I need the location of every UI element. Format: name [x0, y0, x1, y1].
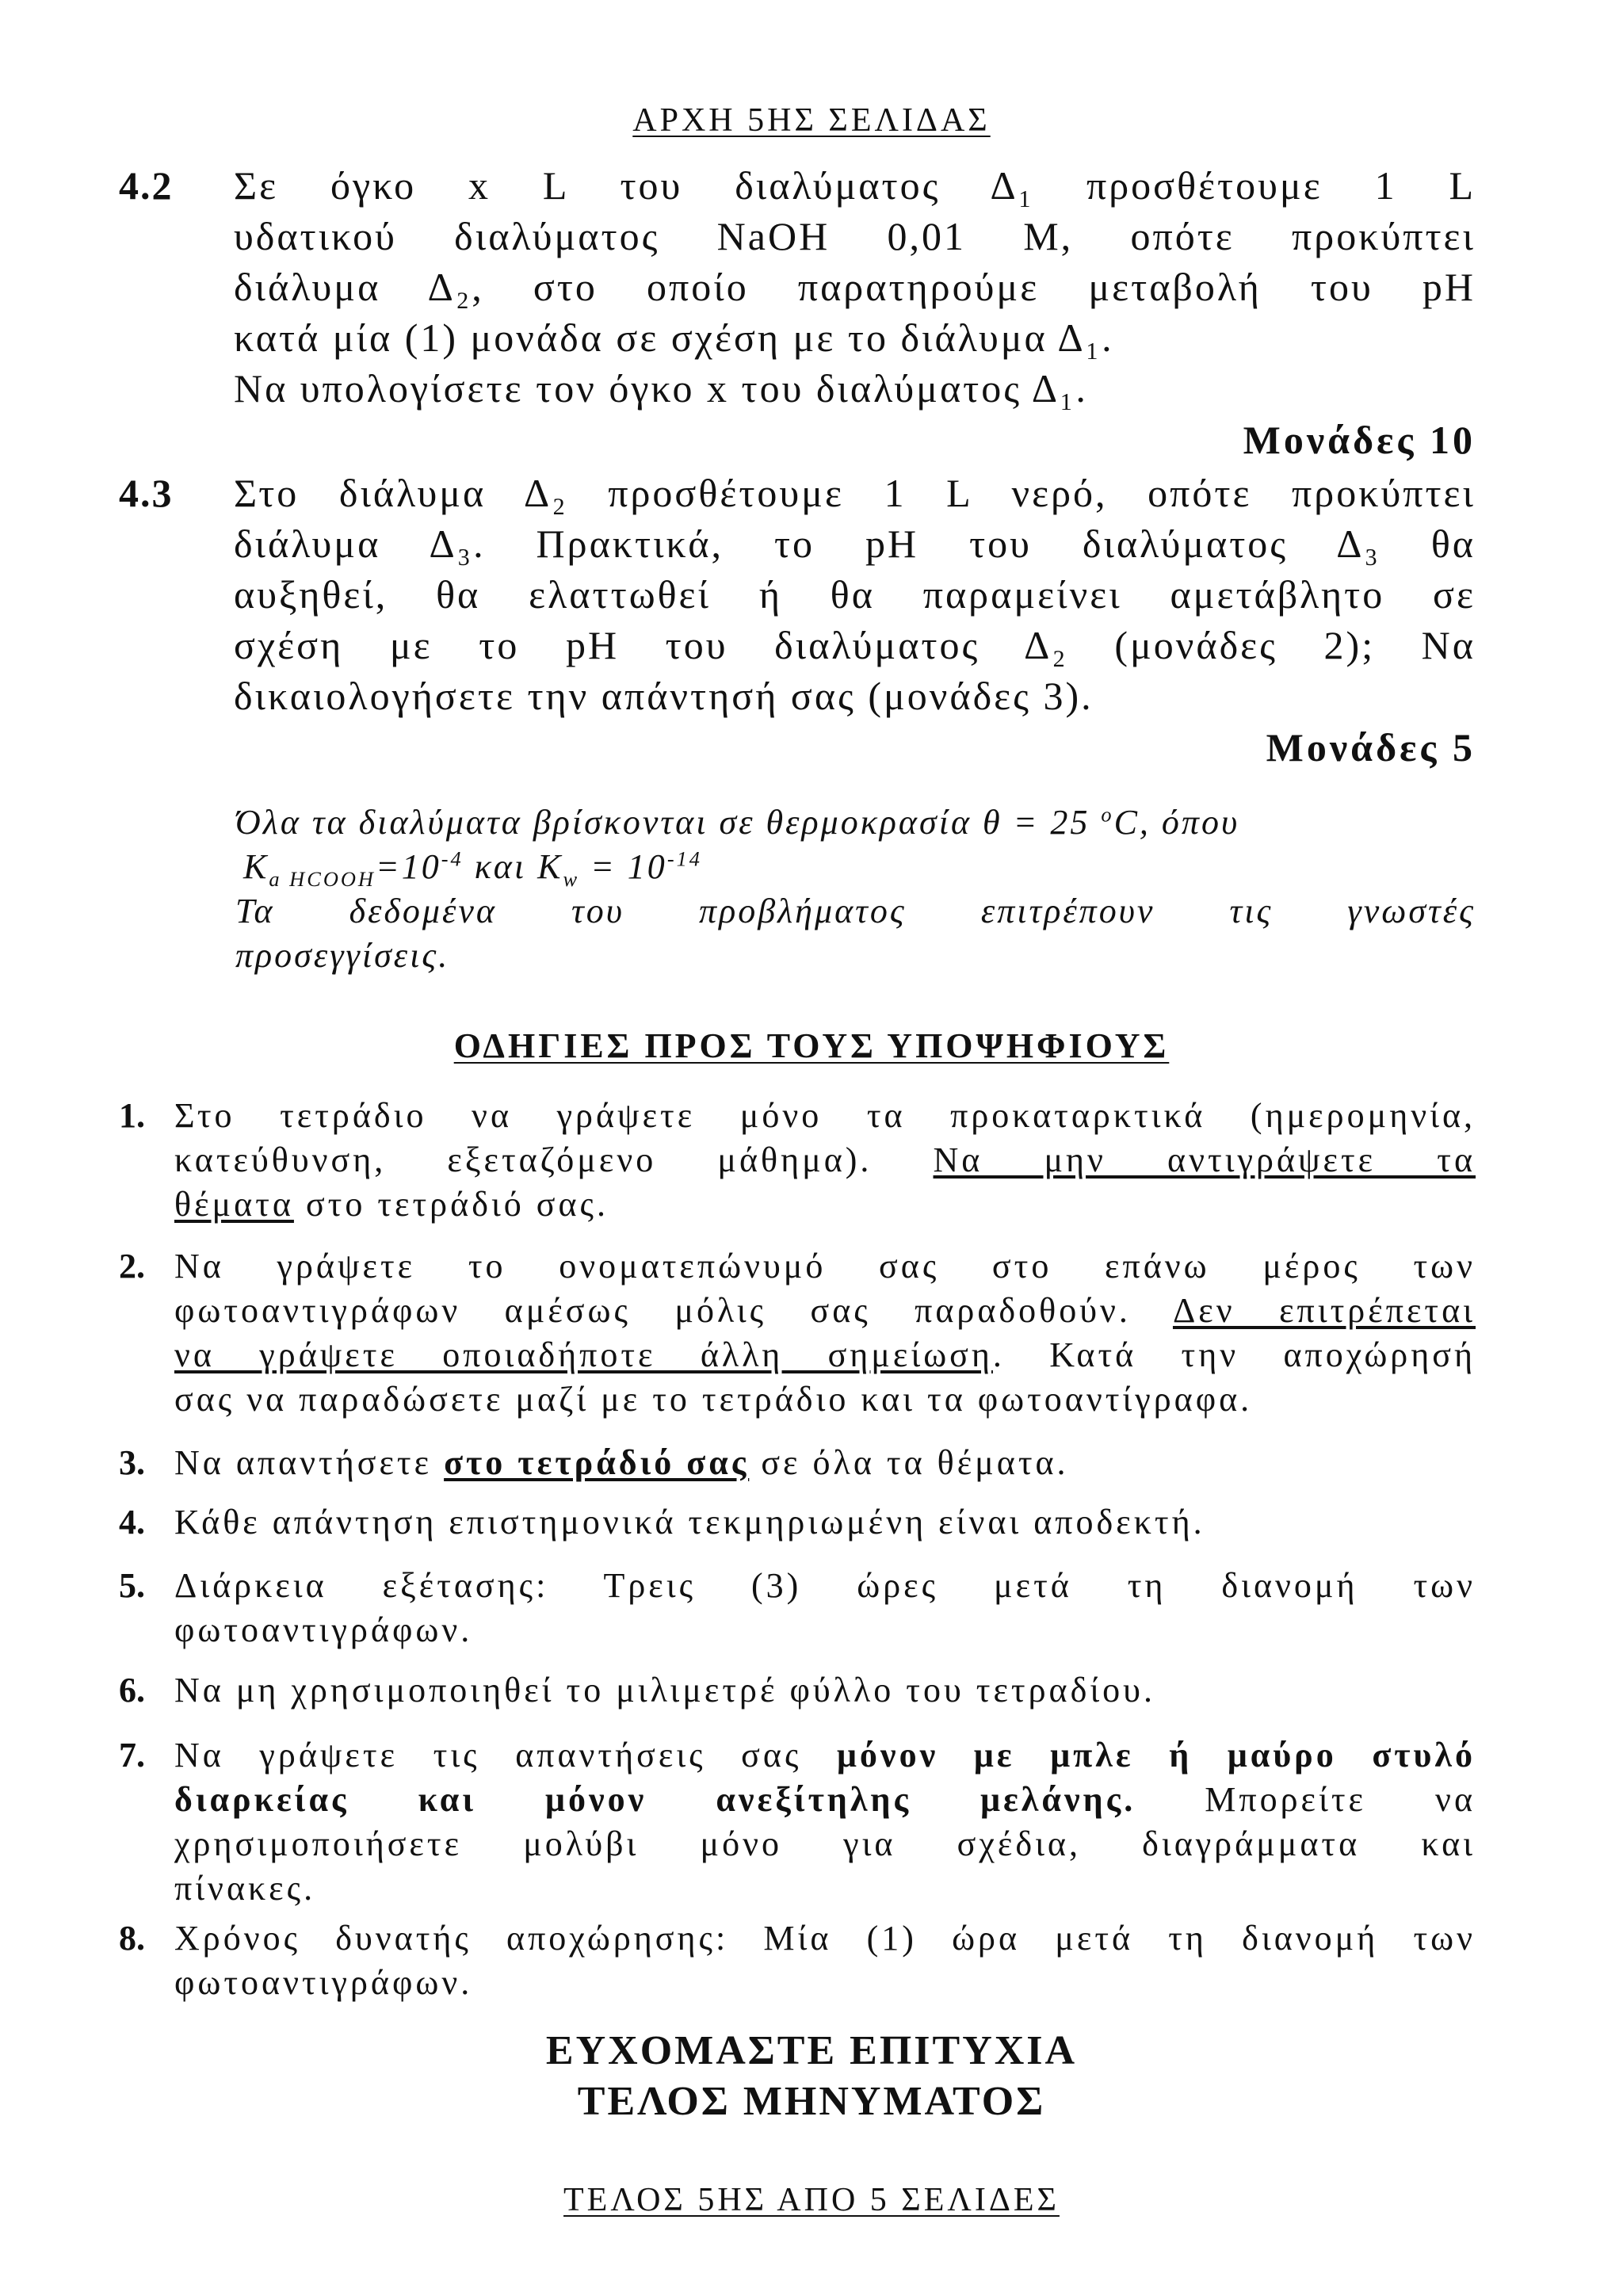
note-line: προσεγγίσεις. [235, 936, 450, 975]
question-text [234, 160, 1476, 414]
instruction-line [174, 1778, 1476, 1822]
instruction-line: πίνακες. [174, 1869, 316, 1908]
instruction-line: Κάθε απάντηση επιστημονικά τεκμηριωμένη είναι αποδεκτή. [174, 1503, 1205, 1541]
instruction-segment: κατεύθυνση, εξεταζόμενο μάθημα). [174, 1140, 934, 1179]
ka-value: =10 [376, 847, 441, 886]
question-line: Στο διάλυμα Δ₂ προσθέτουμε 1 L νερό, οπότε προκύπτει [234, 471, 1476, 515]
instruction-line [174, 1733, 1476, 1778]
conditions-note [235, 800, 1476, 978]
instruction-number: 7. [119, 1736, 145, 1775]
ka-exponent: -4 [441, 846, 464, 871]
question-line: διάλυμα Δ₃. Πρακτικά, το pH του διαλύματος Δ₃ θα [234, 521, 1476, 566]
instruction-line: Να μη χρησιμοποιηθεί το μιλιμετρέ φύλλο του τετραδίου. [174, 1671, 1155, 1710]
instruction-bold-underlined: στο τετράδιό σας [444, 1443, 750, 1482]
page-header: ΑΡΧΗ 5ΗΣ ΣΕΛΙΔΑΣ [632, 102, 991, 139]
kw-subscript: w [563, 866, 580, 891]
instruction-text [174, 1564, 1476, 1652]
instruction-number: 2. [119, 1247, 145, 1286]
instruction-number: 5. [119, 1566, 145, 1605]
instruction-number: 8. [119, 1919, 145, 1958]
instruction-line: Χρόνος δυνατής αποχώρησης: Μία (1) ώρα μετά τη διανομή των [174, 1919, 1476, 1958]
instruction-item [119, 1564, 1476, 1652]
instruction-segment: Να απαντήσετε [174, 1443, 445, 1482]
question-line: κατά μία (1) μονάδα σε σχέση με το διάλυμα Δ₁. [234, 315, 1114, 360]
instruction-underlined: να γράψετε οποιαδήποτε άλλη σημείωση [174, 1335, 993, 1374]
instruction-text [174, 1094, 1476, 1227]
question-text [234, 468, 1476, 721]
note-text: και [463, 847, 538, 886]
question-line: σχέση με το pH του διαλύματος Δ₂ (μονάδες 2); Να [234, 623, 1476, 667]
instruction-segment: Μπορείτε να [1136, 1780, 1476, 1819]
instruction-item [119, 1244, 1476, 1422]
instruction-text [174, 1668, 1476, 1713]
question-line: δικαιολογήσετε την απάντησή σας (μονάδες 3). [234, 674, 1094, 718]
note-line [235, 800, 1476, 845]
instruction-line: Να γράψετε το ονοματεπώνυμό σας στο επάνω μέρος των [174, 1247, 1476, 1286]
instruction-segment: φωτοαντιγράφων αμέσως μόλις σας παραδοθούν. [174, 1291, 1173, 1330]
instruction-number: 4. [119, 1503, 145, 1541]
note-superscript: o [1101, 802, 1114, 827]
instruction-line [174, 1441, 1476, 1485]
instruction-item [119, 1916, 1476, 2005]
note-line: Τα δεδομένα του προβλήματος επιτρέπουν τις γνωστές [235, 892, 1476, 930]
instruction-line [174, 1138, 1476, 1182]
instruction-underlined: Δεν επιτρέπεται [1172, 1291, 1476, 1330]
question-number: 4.2 [119, 163, 174, 208]
instruction-item [119, 1733, 1476, 1911]
instruction-line: Διάρκεια εξέτασης: Τρεις (3) ώρες μετά τη διανομή των [174, 1566, 1476, 1605]
question-line: διάλυμα Δ₂, στο οποίο παρατηρούμε μεταβολή του pH [234, 265, 1476, 309]
instruction-number: 6. [119, 1671, 145, 1710]
instruction-line: φωτοαντιγράφων. [174, 1963, 473, 2002]
kw-value: = 10 [579, 847, 667, 886]
marks-label: Μονάδες 5 [1266, 725, 1476, 770]
instruction-segment: σε όλα τα θέματα. [749, 1443, 1069, 1482]
note-constants-line [235, 845, 1476, 889]
instruction-number: 1. [119, 1096, 145, 1135]
instruction-number: 3. [119, 1443, 145, 1482]
instruction-line [174, 1333, 1476, 1377]
instruction-text [174, 1244, 1476, 1422]
instruction-item [119, 1441, 1476, 1485]
note-text: C, όπου [1113, 803, 1240, 842]
marks-label: Μονάδες 10 [1243, 418, 1476, 462]
question-line: υδατικού διαλύματος NaOH 0,01 M, οπότε προκύπτει [234, 214, 1476, 258]
instruction-item [119, 1668, 1476, 1713]
instruction-text [174, 1500, 1476, 1545]
closing-line: ΤΕΛΟΣ ΜΗΝΥΜΑΤΟΣ [577, 2079, 1046, 2124]
instruction-line [174, 1289, 1476, 1333]
question-line: Να υπολογίσετε τον όγκο x του διαλύματος Δ₁. [234, 366, 1088, 411]
instructions-title: ΟΔΗΓΙΕΣ ΠΡΟΣ ΤΟΥΣ ΥΠΟΨΗΦΙΟΥΣ [453, 1026, 1170, 1065]
closing-line: ΕΥΧΟΜΑΣΤΕ ΕΠΙΤΥΧΙΑ [545, 2028, 1078, 2073]
instruction-underlined: Να μην αντιγράψετε τα [933, 1140, 1476, 1179]
instruction-bold: μόνον με μπλε ή μαύρο στυλό [836, 1736, 1476, 1775]
question-line: Σε όγκο x L του διαλύματος Δ₁ προσθέτουμε 1 L [234, 163, 1476, 208]
question-number: 4.3 [119, 471, 174, 515]
instruction-line: φωτοαντιγράφων. [174, 1610, 473, 1649]
kw-symbol: K [537, 847, 563, 886]
instruction-underlined: θέματα [174, 1185, 294, 1224]
closing-message [0, 2026, 1623, 2127]
ka-subscript: a HCOOH [269, 866, 376, 891]
instruction-text [174, 1441, 1476, 1485]
question-4-3 [119, 468, 1476, 721]
instruction-text [174, 1733, 1476, 1911]
instruction-item [119, 1094, 1476, 1227]
note-text: Όλα τα διαλύματα βρίσκονται σε θερμοκρασία θ = 25 [235, 803, 1090, 842]
instruction-line: σας να παραδώσετε μαζί με το τετράδιο και τα φωτοαντίγραφα. [174, 1380, 1253, 1419]
ka-symbol: K [243, 847, 269, 886]
kw-exponent: -14 [666, 846, 702, 871]
page-footer: ΤΕΛΟΣ 5ΗΣ ΑΠΟ 5 ΣΕΛΙΔΕΣ [563, 2182, 1060, 2218]
instruction-line: Στο τετράδιο να γράψετε μόνο τα προκαταρκτικά (ημερομηνία, [174, 1096, 1476, 1135]
instruction-line: χρησιμοποιήσετε μολύβι μόνο για σχέδια, διαγράμματα και [174, 1824, 1476, 1863]
question-line: αυξηθεί, θα ελαττωθεί ή θα παραμείνει αμετάβλητο σε [234, 572, 1476, 617]
instruction-bold: διαρκείας και μόνον ανεξίτηλης μελάνης. [174, 1780, 1136, 1819]
instruction-segment: Να γράψετε τις απαντήσεις σας [174, 1736, 837, 1775]
question-4-2 [119, 160, 1476, 414]
instruction-text [174, 1916, 1476, 2005]
instruction-line [174, 1182, 1476, 1227]
instruction-segment: στο τετράδιό σας. [293, 1185, 609, 1224]
instruction-segment: . Κατά την αποχώρησή [992, 1335, 1476, 1374]
instruction-item [119, 1500, 1476, 1545]
